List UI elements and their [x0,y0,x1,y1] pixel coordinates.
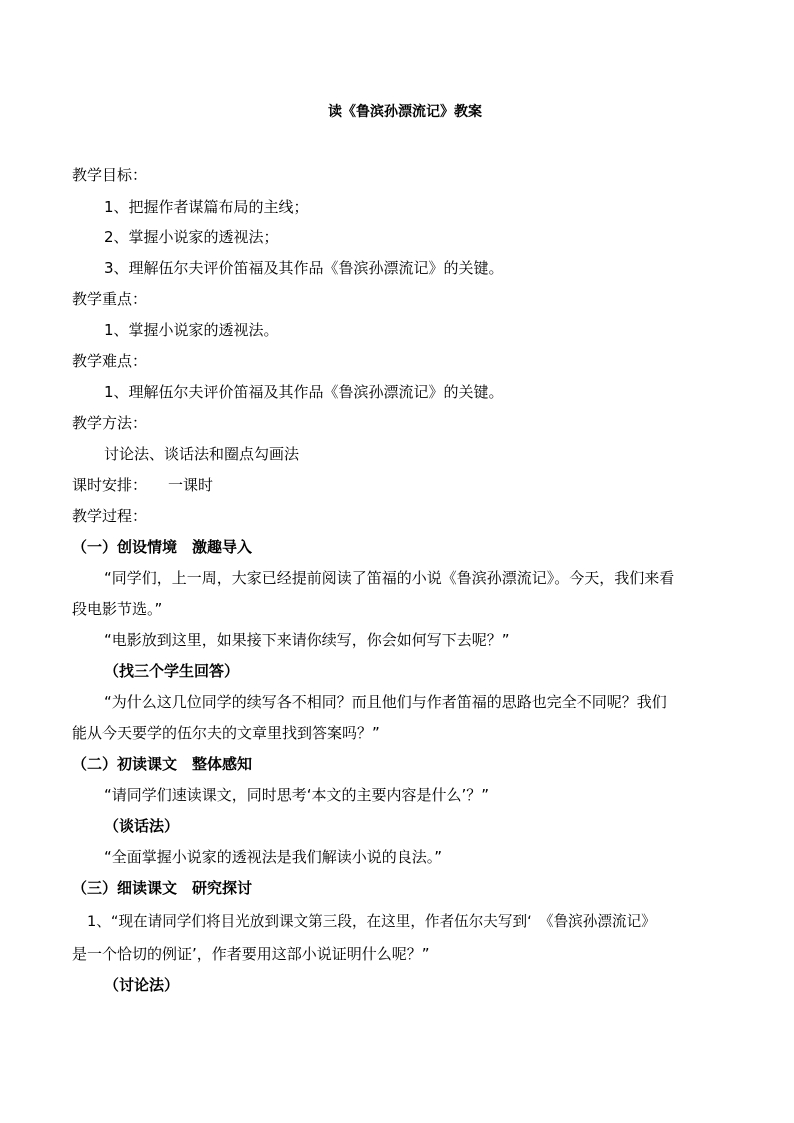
schedule-value: 一课时 [168,476,214,494]
key-point-item-1: 1、掌握小说家的透视法。 [104,321,279,339]
section-1-note: （找三个学生回答） [104,662,240,680]
section-1-heading: （一）创设情境 激趣导入 [72,538,253,556]
section-2-heading: （二）初读课文 整体感知 [72,755,253,773]
section-2-paragraph-1: “请同学们速读课文，同时思考‘本文的主要内容是什么’？” [104,786,490,804]
schedule-label: 课时安排： [72,476,148,494]
difficulties-heading: 教学难点： [72,352,148,370]
document-title: 读《鲁滨孙漂流记》教案 [328,104,482,120]
section-3-paragraph-1-line-2: 是一个恰切的例证’，作者要用这部小说证明什么呢？” [72,945,430,963]
objective-item-3: 3、理解伍尔夫评价笛福及其作品《鲁滨孙漂流记》的关键。 [104,259,504,277]
difficulty-item-1: 1、理解伍尔夫评价笛福及其作品《鲁滨孙漂流记》的关键。 [104,383,504,401]
process-heading: 教学过程： [72,507,148,525]
section-1-paragraph-2: “电影放到这里，如果接下来请你续写，你会如何写下去呢？” [104,631,510,649]
section-1-paragraph-1-line-1: “同学们，上一周，大家已经提前阅读了笛福的小说《鲁滨孙漂流记》。今天，我们来看 [104,569,675,587]
objective-item-2: 2、掌握小说家的透视法； [104,228,279,246]
section-1-paragraph-3-line-2: 能从今天要学的伍尔夫的文章里找到答案吗？” [72,724,380,742]
objectives-heading: 教学目标： [72,166,148,184]
section-1-paragraph-1-line-2: 段电影节选。” [72,600,163,618]
section-3-heading: （三）细读课文 研究探讨 [72,879,253,897]
methods-heading: 教学方法： [72,414,148,432]
key-points-heading: 教学重点： [72,290,148,308]
section-1-paragraph-3-line-1: “为什么这几位同学的续写各不相同？而且他们与作者笛福的思路也完全不同呢？我们 [104,693,667,711]
objective-item-1: 1、把握作者谋篇布局的主线； [104,198,309,216]
section-3-note: （讨论法） [104,976,180,994]
section-3-paragraph-1-line-1: 1、“现在请同学们将目光放到课文第三段，在这里，作者伍尔夫写到‘ 《鲁滨孙漂流记》 [87,913,656,930]
section-2-paragraph-2: “全面掌握小说家的透视法是我们解读小说的良法。” [104,848,443,866]
methods-text: 讨论法、谈话法和圈点勾画法 [104,445,300,463]
section-2-note: （谈话法） [104,817,180,835]
